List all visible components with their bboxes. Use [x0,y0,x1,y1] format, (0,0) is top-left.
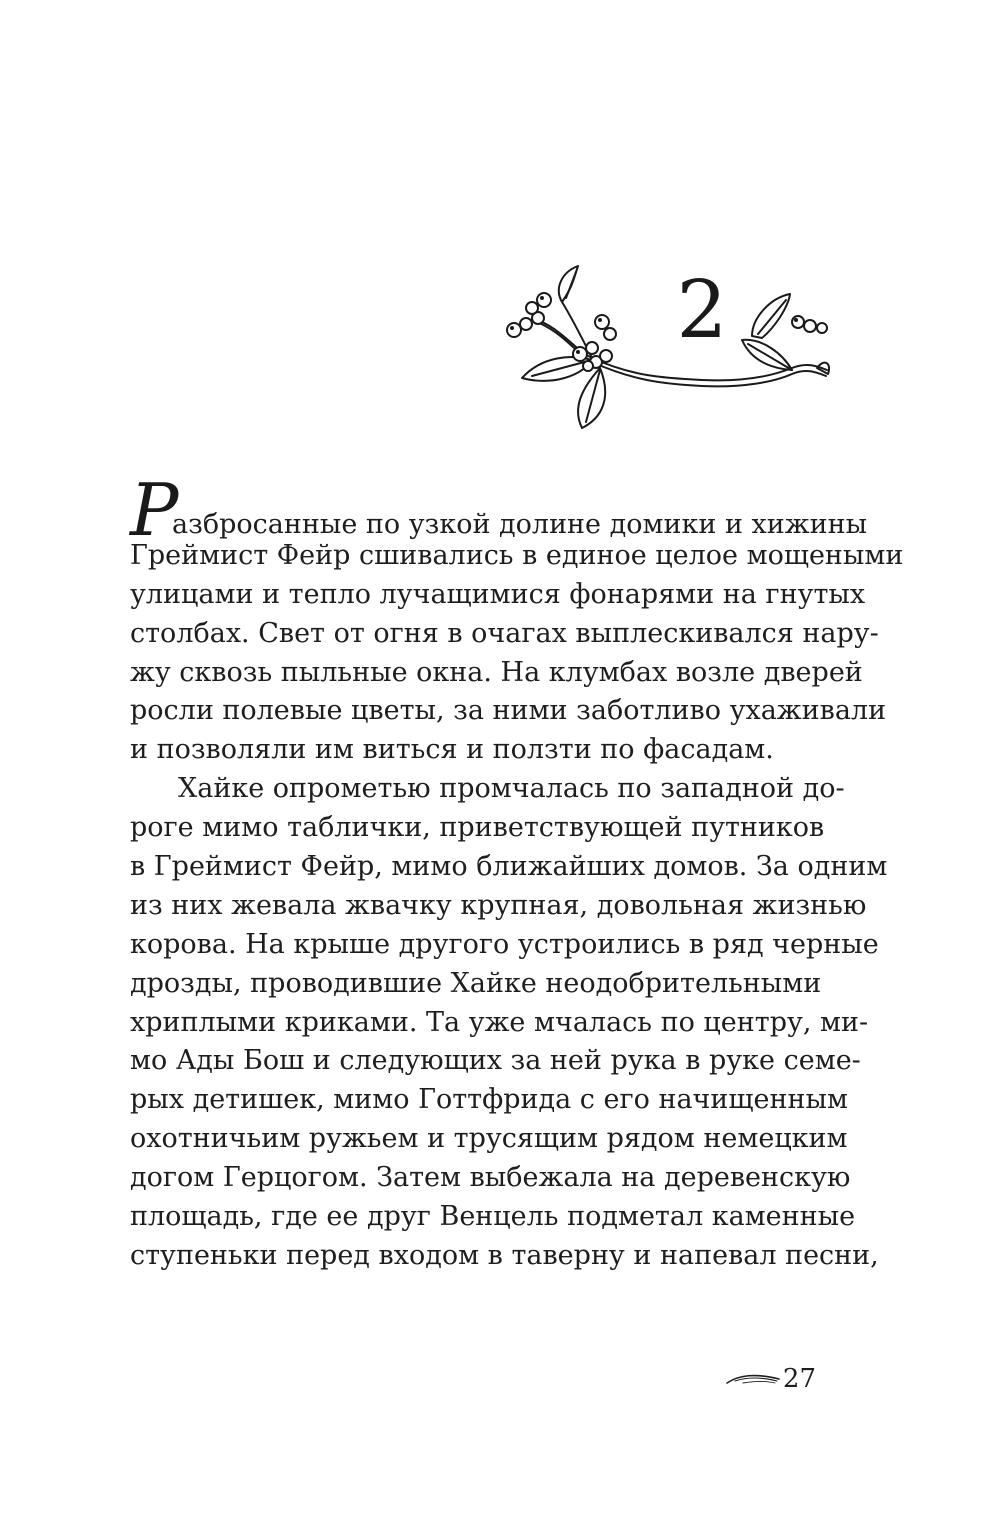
swash-icon [725,1369,781,1389]
text-line: охотничьим ружьем и трусящим рядом немецким [130,1123,848,1155]
text-line: и позволяли им виться и ползти по фасадам. [130,734,774,766]
text-line: жу сквозь пыльные окна. На клумбах возле дверей [130,656,863,688]
text-line: мо Ады Бош и следующих за ней рука в руке семе- [130,1045,861,1077]
text-line: Греймист Фейр сшивались в единое целое мощеными [130,539,904,571]
text-line: столбах. Свет от огня в очагах выплескивался нару- [130,617,879,649]
text-line: в Греймист Фейр, мимо ближайших домов. За одним [130,851,888,883]
paragraph-1-line-1: Разбросанные по узкой долине домики и хижины [130,468,868,552]
page-number: 27 [782,1364,816,1394]
text-line: рых детишек, мимо Готтфрида с его начищенным [130,1084,848,1116]
text-line: площадь, где ее друг Венцель подметал каменные [130,1201,856,1233]
text-line: росли полевые цветы, за ними заботливо ухаживали [130,695,887,727]
text-line: корова. На крыше другого устроились в ряд черные [130,928,879,960]
text-line: улицами и тепло лучащимися фонарями на гнутых [130,578,866,610]
chapter-number: 2 [676,263,728,356]
text-line: догом Герцогом. Затем выбежала на деревенскую [130,1162,851,1194]
drop-cap: Р [130,468,179,552]
text-line: хриплыми криками. Та уже мчалась по центру, ми- [130,1006,869,1038]
text-line: дрозды, проводившие Хайке неодобрительными [130,967,822,999]
body-text [130,468,904,1276]
text-line: ступеньки перед входом в таверну и напевал песни, [130,1239,879,1271]
page-footer [725,1364,816,1394]
text-line: роге мимо таблички, приветствующей путников [130,812,825,844]
paragraph-2-first-line: Хайке опрометью промчалась по западной до- [178,773,845,805]
text-line: из них жевала жвачку крупная, довольная жизнью [130,889,867,921]
